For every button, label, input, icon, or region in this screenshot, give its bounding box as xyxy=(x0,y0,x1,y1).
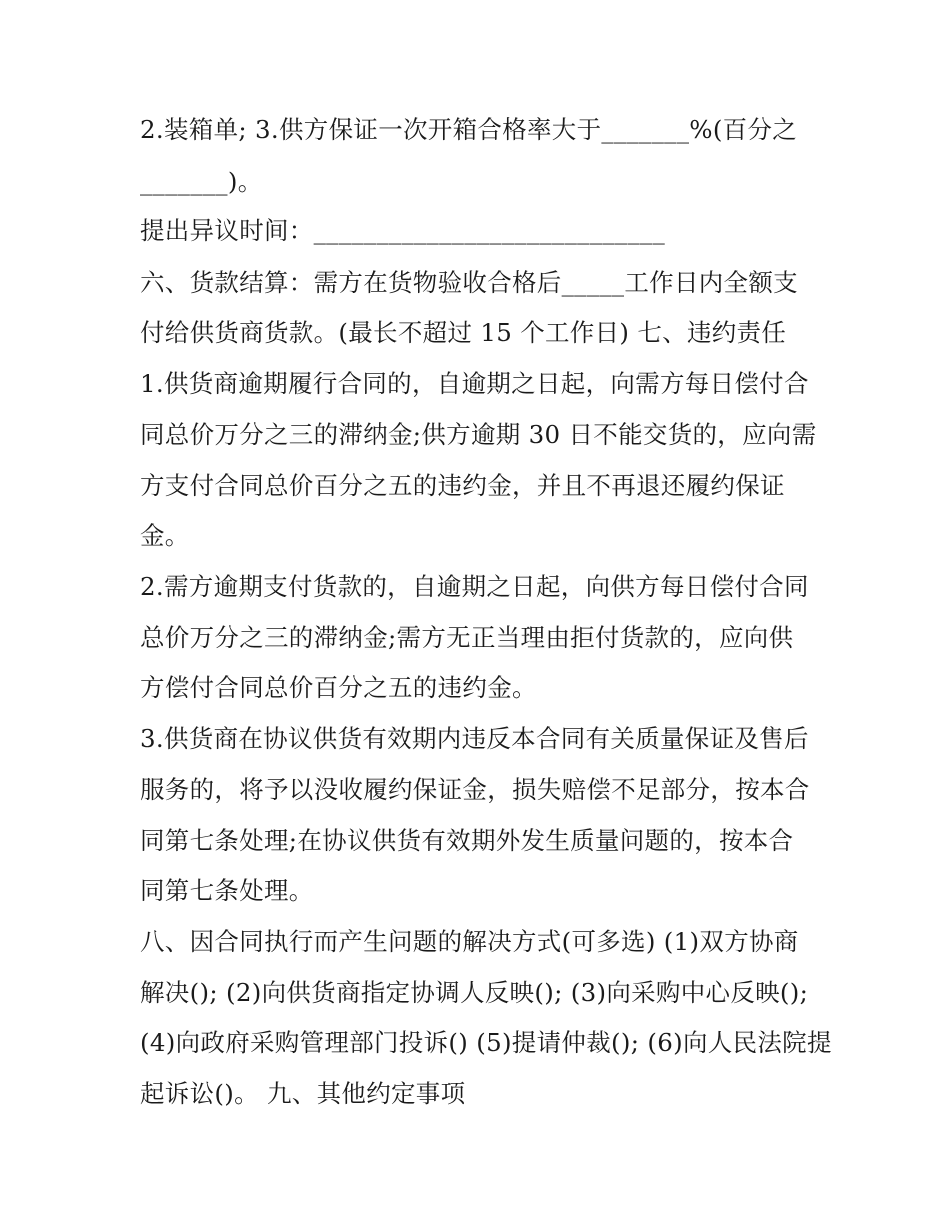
text-line: 方偿付合同总价百分之五的违约金。 xyxy=(140,673,537,702)
text-line: 总价万分之三的滞纳金;需方无正当理由拒付货款的，应向供 xyxy=(140,623,794,652)
text-line: 提出异议时间：____________________________ xyxy=(140,216,665,245)
text-line: 2.装箱单; 3.供方保证一次开箱合格率大于_______%(百分之 xyxy=(140,115,798,144)
text-line: 八、因合同执行而产生问题的解决方式(可多选) (1)双方协商 xyxy=(140,927,799,956)
text-line: 起诉讼()。 九、其他约定事项 xyxy=(140,1079,466,1108)
text-line: 3.供货商在协议供货有效期内违反本合同有关质量保证及售后 xyxy=(140,724,809,753)
text-line: 同第七条处理。 xyxy=(140,876,314,905)
text-line: 方支付合同总价百分之五的违约金，并且不再退还履约保证 xyxy=(140,471,785,500)
text-line: 解决(); (2)向供货商指定协调人反映(); (3)向采购中心反映(); xyxy=(140,978,809,1007)
text-line: 同总价万分之三的滞纳金;供方逾期 30 日不能交货的，应向需 xyxy=(140,420,817,449)
text-line: _______)。 xyxy=(140,167,263,196)
text-line: 同第七条处理;在协议供货有效期外发生质量问题的，按本合 xyxy=(140,826,794,855)
text-line: 2.需方逾期支付货款的，自逾期之日起，向供方每日偿付合同 xyxy=(140,572,809,601)
text-line: 服务的，将予以没收履约保证金，损失赔偿不足部分，按本合 xyxy=(140,775,810,804)
text-line: 付给供货商货款。(最长不超过 15 个工作日) 七、违约责任 xyxy=(140,318,787,347)
text-line: 金。 xyxy=(140,521,190,550)
text-line: 六、货款结算：需方在货物验收合格后_____工作日内全额支 xyxy=(140,268,798,297)
text-line: (4)向政府采购管理部门投诉() (5)提请仲裁(); (6)向人民法院提 xyxy=(140,1028,832,1057)
text-line: 1.供货商逾期履行合同的，自逾期之日起，向需方每日偿付合 xyxy=(140,369,809,398)
